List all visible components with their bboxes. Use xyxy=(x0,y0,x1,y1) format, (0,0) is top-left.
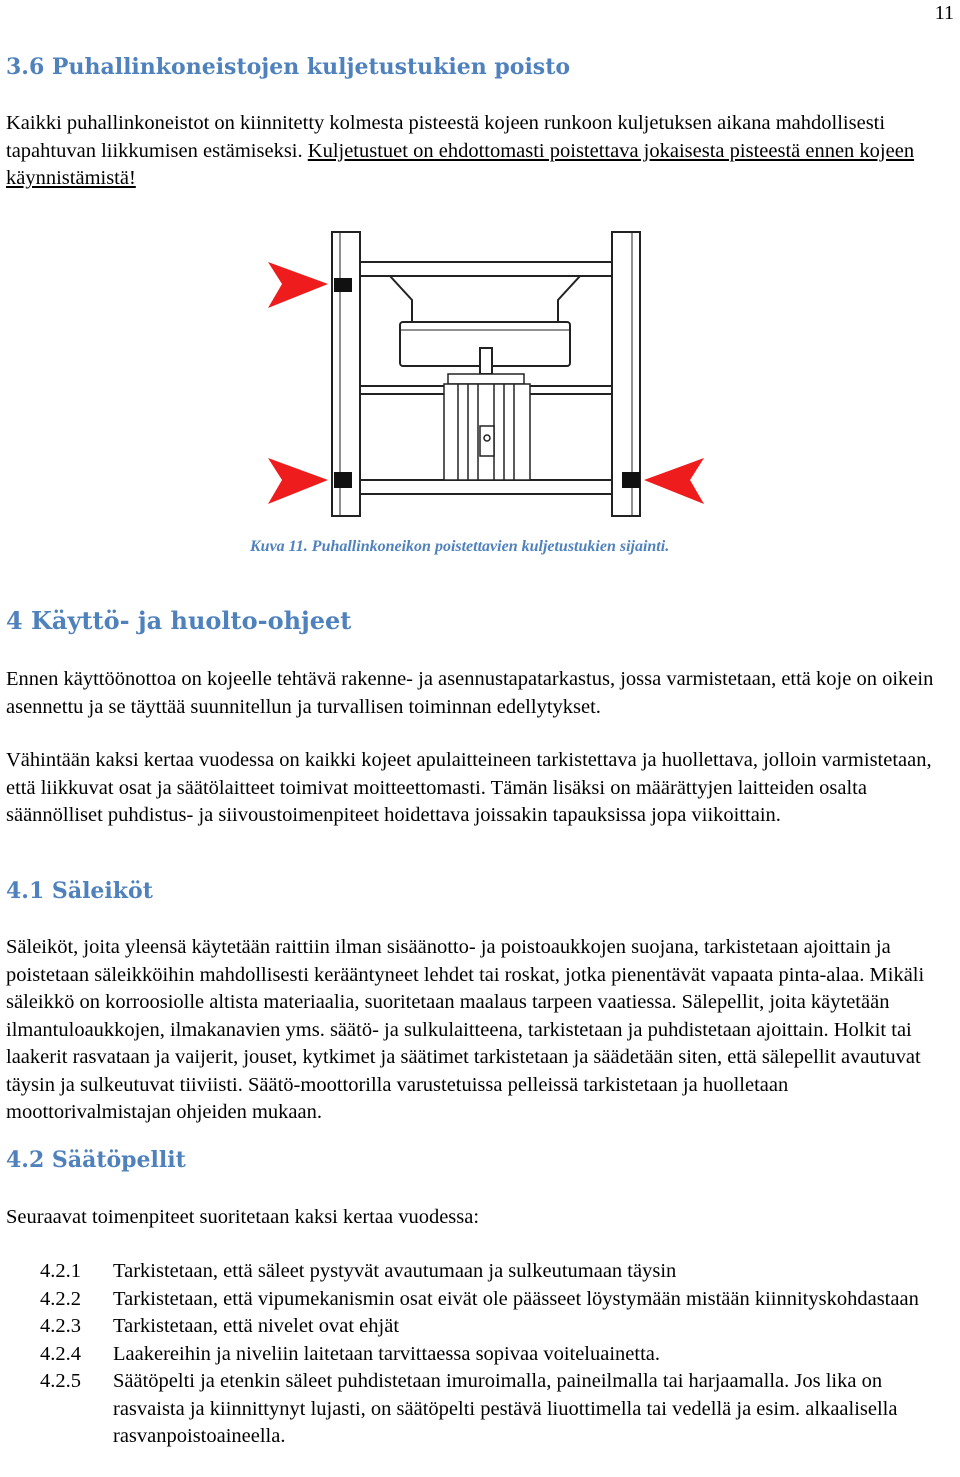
section-4-1-paragraph: Säleiköt, joita yleensä käytetään raittiin ilman sisäänotto- ja poistoaukkojen suojana, tarkistetaan ajoittain ja poistetaan säleikköihin mahdollisesti kerääntyneet lehdet tai roskat, jotka pienentävät vapaata pinta-alaa. Mikäli säleikkö on korroosiolle altista materiaalia, suoritetaan maalaus tarpeen vaatiessa. Sälepellit, joita käytetään ilmantuloaukkojen, ilmakanavien yms. säätö- ja sulkulaitteena, tarkistetaan ja puhdistetaan ajoittain. Holkit tai laakerit rasvataan ja vaijerit, jouset, kytkimet ja säätimet tarkistetaan ja säädetään siten, että sälepellit avautuvat täysin ja sulkeutuvat tiiviisti. Säätö-moottorilla varustetuissa pelleissä tarkistetaan ja huolletaan moottorivalmistajan ohjeiden mukaan. xyxy=(6,936,925,1123)
list-item xyxy=(40,1313,950,1341)
fan-housing xyxy=(390,276,580,374)
list-item-text: Säätöpelti ja etenkin säleet puhdistetaan imuroimalla, paineilmalla tai harjaamalla. Jos lika on rasvaista ja kiinnittynyt lujasti, on säätöpelti pestävä liuottimella tai vedellä ja esim. alkaalisella rasvanpoistoaineella. xyxy=(113,1370,898,1447)
arrow-top-left xyxy=(268,262,328,308)
section-4-paragraph-2: Vähintään kaksi kertaa vuodessa on kaikki kojeet apulaitteineen tarkistettava ja huollettava, jolloin varmistetaan, että liikkuvat osat ja säätölaitteet toimivat moitteettomasti. Tämän lisäksi on määrättyjen laitteiden osalta säännölliset puhdistus- ja siivoustoimenpiteet hoidettava joissakin tapauksissa jopa viikoittain. xyxy=(6,749,932,826)
list-item-text: Tarkistetaan, että nivelet ovat ehjät xyxy=(113,1315,400,1337)
section-3-6-heading: 3.6 Puhallinkoneistojen kuljetustukien poisto xyxy=(6,54,571,80)
figure-caption: Kuva 11. Puhallinkoneikon poistettavien kuljetustukien sijainti. xyxy=(250,538,670,555)
list-item xyxy=(40,1368,950,1451)
list-item-number: 4.2.4 xyxy=(40,1342,81,1365)
motor xyxy=(444,374,530,480)
maintenance-list xyxy=(40,1258,950,1451)
section-4-1-heading: 4.1 Säleiköt xyxy=(6,878,153,904)
list-item xyxy=(40,1286,950,1314)
section-4-paragraph-1: Ennen käyttöönottoa on kojeelle tehtävä rakenne- ja asennustapatarkastus, jossa varmistetaan, että koje on oikein asennettu ja se täyttää suunnitellun ja turvallisen toiminnan edellytykset. xyxy=(6,668,934,718)
list-item-text: Laakereihin ja niveliin laitetaan tarvittaessa sopivaa voiteluainetta. xyxy=(113,1342,661,1365)
list-item-number: 4.2.2 xyxy=(40,1287,81,1310)
arrow-bottom-right xyxy=(644,458,704,504)
fan-unit-figure xyxy=(262,226,732,522)
list-item-text: Tarkistetaan, että vipumekanismin osat eivät ole päässeet löystymään mistään kiinnityskohdastaan xyxy=(113,1287,919,1310)
paragraph-plain-text: Kaikki puhallinkoneistot on kiinnitetty kolmesta pisteestä kojeen runkoon kuljetuksen aikana mahdollisesti tapahtuvan liikkumisen estämiseksi. xyxy=(6,112,886,162)
list-item-number: 4.2.5 xyxy=(40,1370,81,1392)
list-item xyxy=(40,1341,950,1369)
list-item-text: Tarkistetaan, että säleet pystyvät avautumaan ja sulkeutumaan täysin xyxy=(113,1260,677,1282)
list-item-number: 4.2.3 xyxy=(40,1315,81,1337)
section-4-2-intro: Seuraavat toimenpiteet suoritetaan kaksi kertaa vuodessa: xyxy=(6,1206,480,1228)
section-4-heading: 4 Käyttö- ja huolto-ohjeet xyxy=(6,606,352,635)
section-4-2-heading: 4.2 Säätöpellit xyxy=(6,1147,186,1173)
list-item-number: 4.2.1 xyxy=(40,1260,81,1282)
paragraph-warning-text: Kuljetustuet on ehdottomasti poistettava jokaisesta pisteestä ennen kojeen käynnistämistä! xyxy=(6,139,915,189)
list-item xyxy=(40,1258,950,1286)
arrow-bottom-left xyxy=(268,458,328,504)
page-number: 11 xyxy=(934,2,954,24)
section-3-6-paragraph xyxy=(6,110,954,193)
